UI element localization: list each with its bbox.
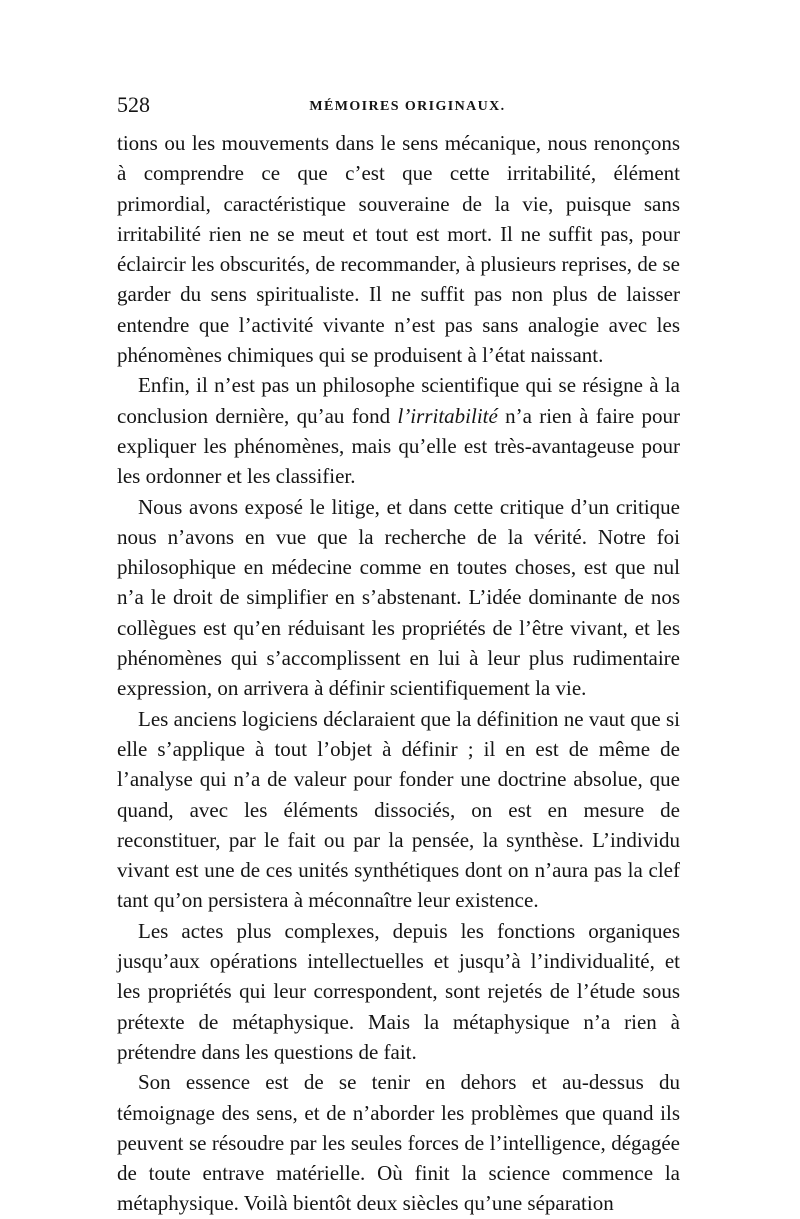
paragraph xyxy=(117,1067,680,1218)
paragraph xyxy=(117,704,680,916)
body-text xyxy=(117,128,680,1219)
paragraph-continued xyxy=(117,128,680,370)
paragraph-text: Les anciens logiciens déclaraient que la définition ne vaut que si elle s’applique à tout l’objet à définir ; il en est de même de l’analyse qui n’a de valeur pour fonder une doctrine absolue, que quand, avec les éléments dissociés, on est en mesure de reconstituer, par le fait ou par la pensée, la synthèse. L’individu vivant est une de ces unités synthétiques dont on n’aura pas la clef tant qu’on persistera à méconnaître leur existence. xyxy=(117,706,680,913)
page-number: 528 xyxy=(117,92,150,117)
paragraph-text: Les actes plus complexes, depuis les fonctions organiques jusqu’aux opérations intellectuelles et jusqu’à l’individualité, et les propriétés qui leur correspondent, sont rejetés de l’étude sous prétexte de métaphysique. Mais la métaphysique n’a rien à prétendre dans les questions de fait. xyxy=(117,918,680,1064)
paragraph-text: n’a rien à faire pour expliquer les phénomènes, mais qu’elle est très-avantageuse pour les ordonner et les classifier. xyxy=(117,403,680,489)
paragraph-text: Son essence est de se tenir en dehors et au-dessus du témoignage des sens, et de n’aborder les problèmes que quand ils peuvent se résoudre par les seules forces de l’intelligence, dégagée de toute entrave matérielle. Où finit la science commence la métaphysique. Voilà bientôt deux siècles qu’une séparation xyxy=(117,1070,680,1216)
running-title: MÉMOIRES ORIGINAUX. xyxy=(309,99,506,114)
emphasis-term: l’irritabilité xyxy=(397,403,498,428)
paragraph-text: Nous avons exposé le litige, et dans cette critique d’un critique nous n’avons en vue que la recherche de la vérité. Notre foi philosophique en médecine comme en toutes choses, est que nul n’a le droit de simplifier en s’abstenant. L’idée dominante de nos collègues est qu’en réduisant les propriétés de l’être vivant, et les phénomènes qui s’accomplissent en lui à leur plus rudimentaire expression, on arrivera à définir scientifiquement la vie. xyxy=(117,494,680,701)
paragraph xyxy=(117,916,680,1067)
paragraph-text: tions ou les mouvements dans le sens mécanique, nous renonçons à comprendre ce que c’est que cette irritabilité, élément primordial, caractéristique souveraine de la vie, puisque sans irritabilité rien ne se meut et tout est mort. Il ne suffit pas, pour éclaircir les obscurités, de recommander, à plusieurs reprises, de se garder du sens spiritualiste. Il ne suffit pas non plus de laisser entendre que l’activité vivante n’est pas sans analogie avec les phénomènes chimiques qui se produisent à l’état naissant. xyxy=(117,131,680,368)
paragraph-text: Enfin, il n’est pas un philosophe scientifique qui se résigne à la conclusion dernière, qu’au fond xyxy=(117,373,680,428)
book-page xyxy=(117,92,680,1219)
running-header xyxy=(117,92,680,128)
paragraph xyxy=(117,370,680,491)
paragraph xyxy=(117,492,680,704)
